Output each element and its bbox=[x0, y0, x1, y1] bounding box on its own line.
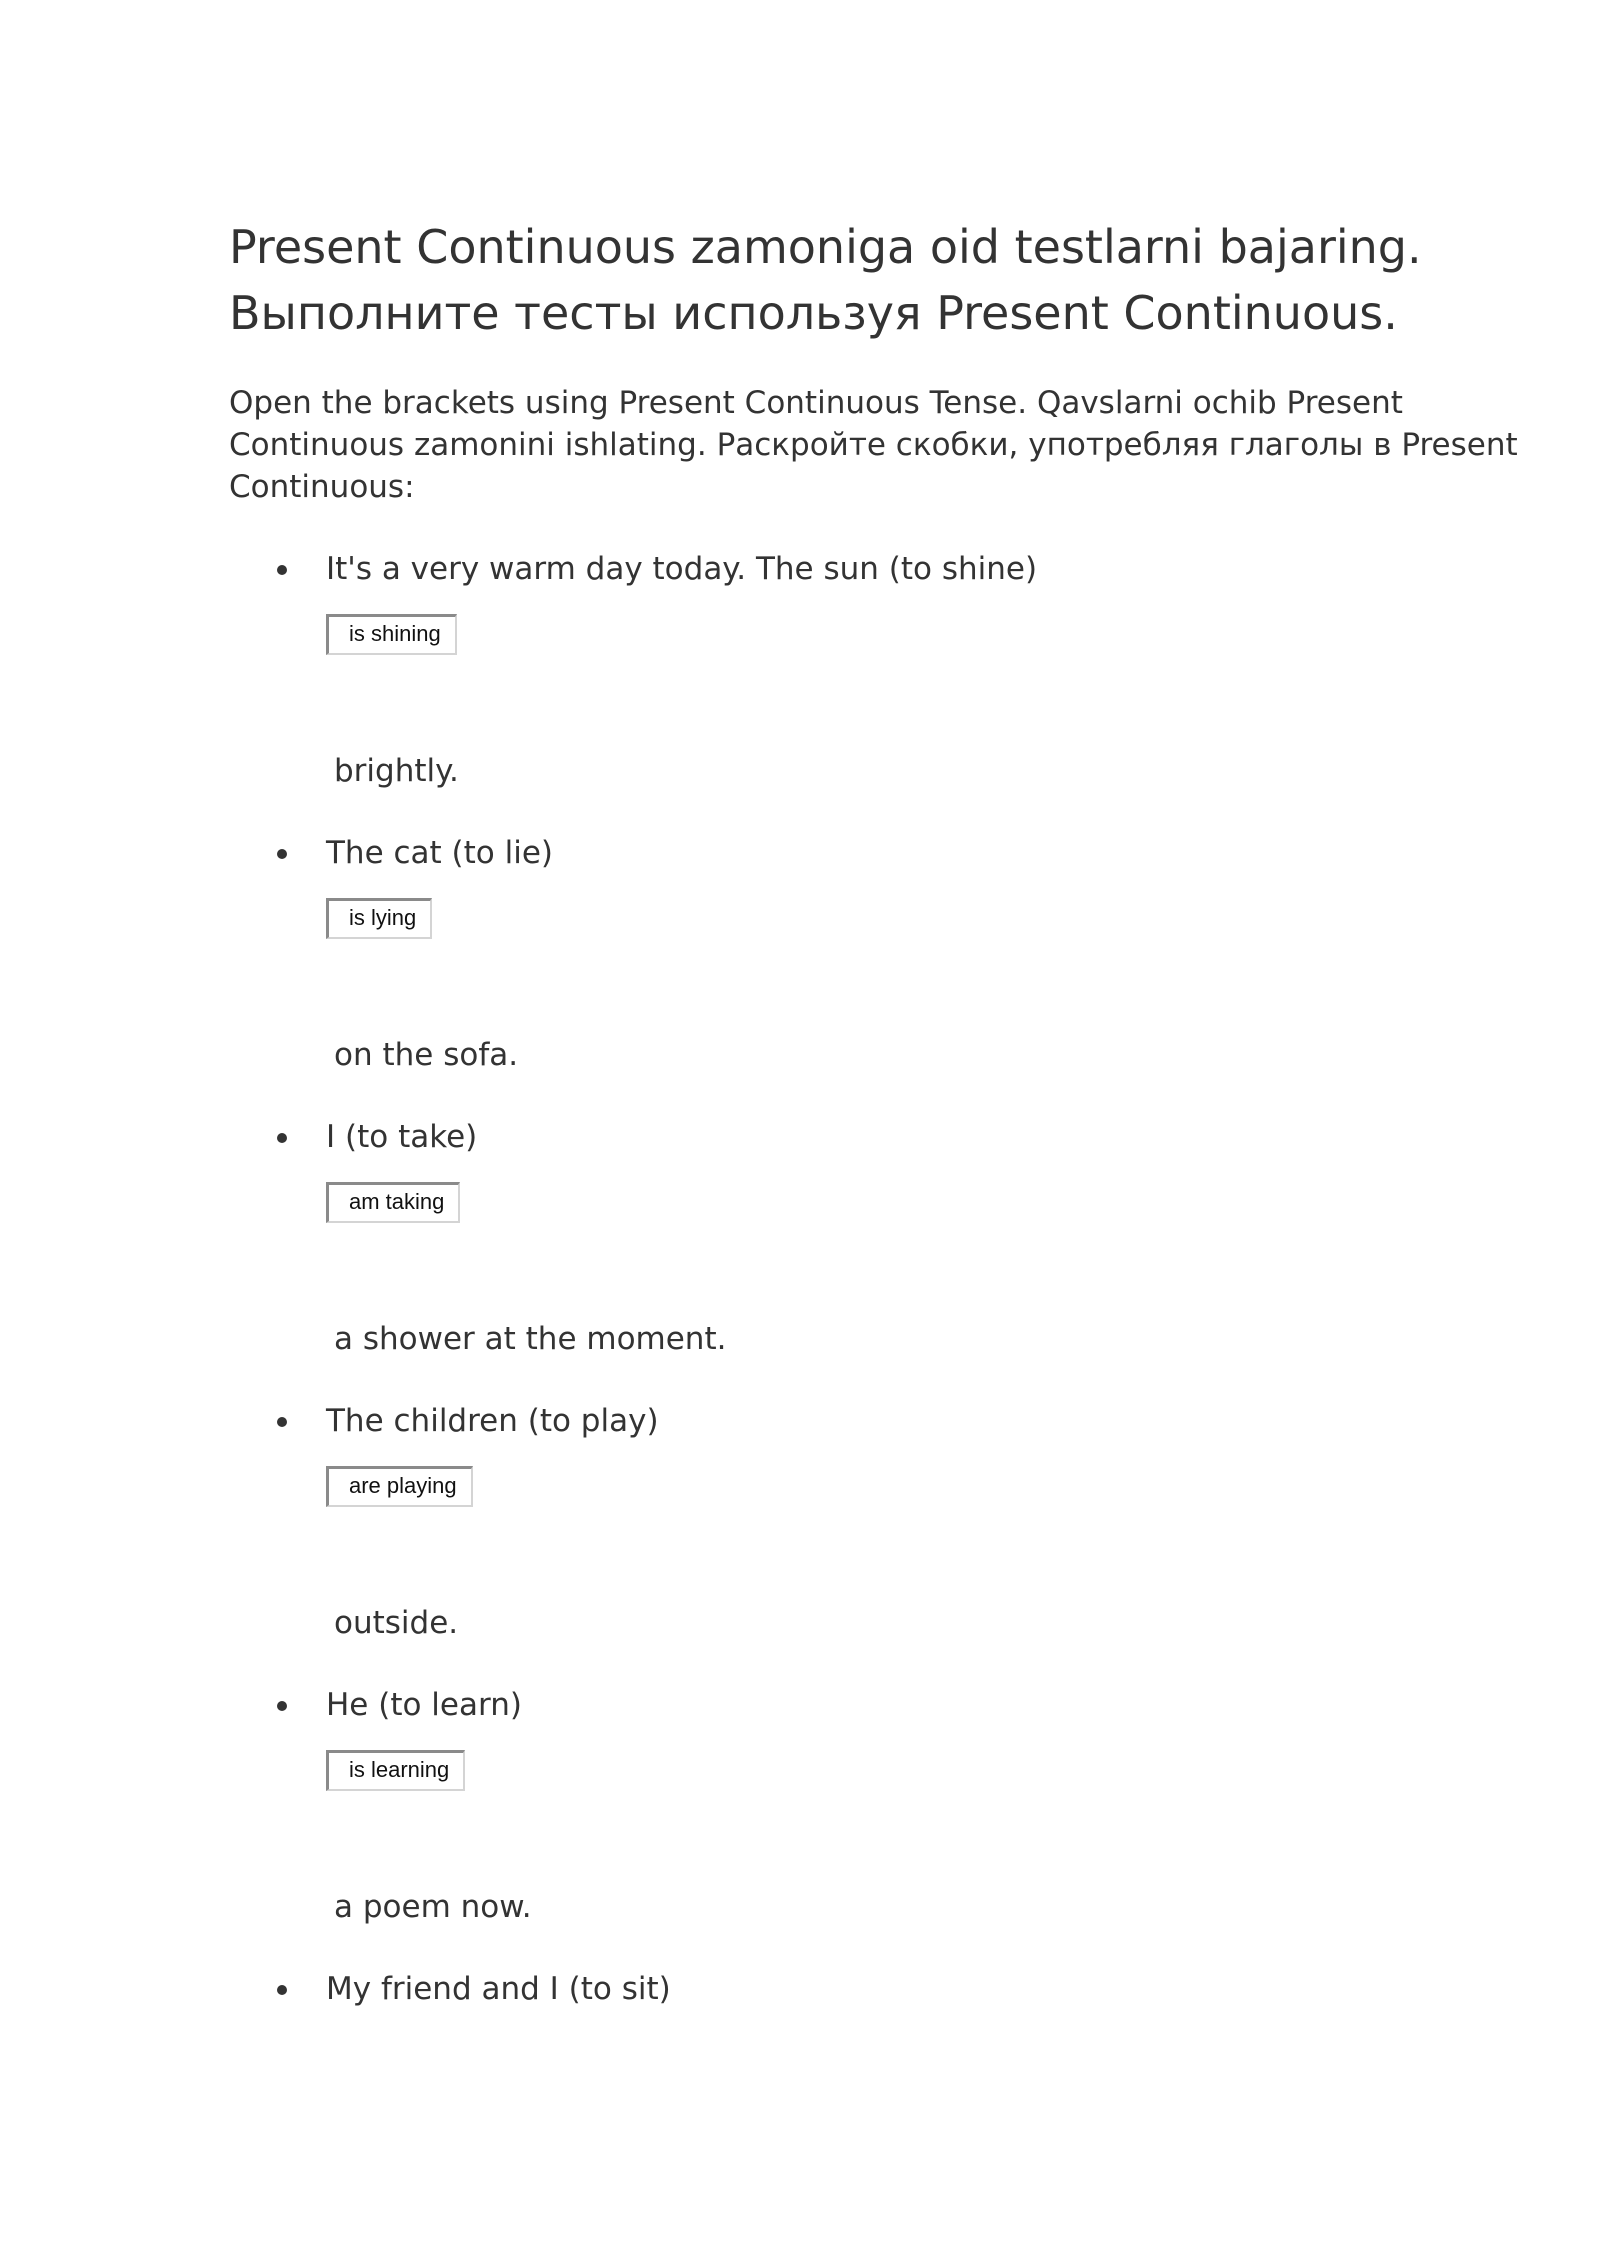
bullet-icon bbox=[277, 849, 287, 859]
exercise-continuation: a shower at the moment. bbox=[334, 1321, 727, 1357]
instructions-line-1: Open the brackets using Present Continuous Tense. Qavslarni ochib Present bbox=[229, 385, 1403, 421]
answer-input[interactable]: am taking bbox=[326, 1182, 460, 1223]
bullet-icon bbox=[277, 1701, 287, 1711]
answer-input[interactable]: is shining bbox=[326, 614, 457, 655]
exercise-prompt: It's a very warm day today. The sun (to shine) bbox=[326, 551, 1038, 587]
exercise-prompt: The children (to play) bbox=[326, 1403, 659, 1439]
bullet-icon bbox=[277, 1133, 287, 1143]
exercise-prompt: I (to take) bbox=[326, 1119, 478, 1155]
exercise-continuation: brightly. bbox=[334, 753, 459, 789]
instructions bbox=[229, 382, 1518, 508]
exercise-prompt: My friend and I (to sit) bbox=[326, 1971, 671, 2007]
exercise-continuation: a poem now. bbox=[334, 1889, 532, 1925]
bullet-icon bbox=[277, 565, 287, 575]
exercise-continuation: on the sofa. bbox=[334, 1037, 519, 1073]
answer-input[interactable]: is lying bbox=[326, 898, 432, 939]
exercise-prompt: The cat (to lie) bbox=[326, 835, 554, 871]
exercise-prompt: He (to learn) bbox=[326, 1687, 522, 1723]
bullet-icon bbox=[277, 1417, 287, 1427]
instructions-line-2: Continuous zamonini ishlating. Раскройте скобки, употребляя глаголы в Present bbox=[229, 427, 1518, 463]
page-title-uzbek: Present Continuous zamoniga oid testlarni bajaring. bbox=[229, 220, 1422, 274]
instructions-line-3: Continuous: bbox=[229, 469, 415, 505]
answer-input[interactable]: is learning bbox=[326, 1750, 465, 1791]
answer-input[interactable]: are playing bbox=[326, 1466, 473, 1507]
bullet-icon bbox=[277, 1985, 287, 1995]
page-title-russian: Выполните тесты используя Present Continuous. bbox=[229, 286, 1398, 340]
exercise-continuation: outside. bbox=[334, 1605, 459, 1641]
page-title bbox=[229, 214, 1469, 346]
